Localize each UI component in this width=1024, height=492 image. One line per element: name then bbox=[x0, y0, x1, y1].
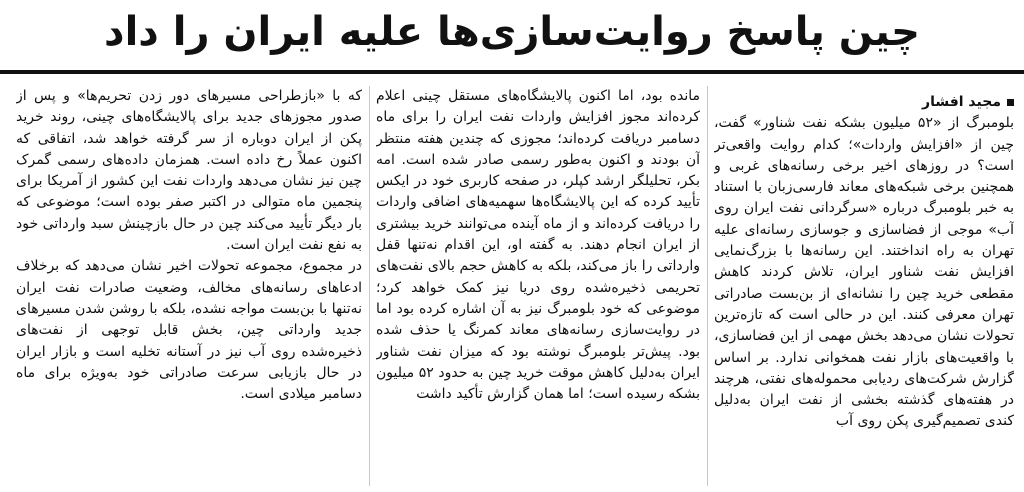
headline: چین پاسخ روایت‌سازی‌ها علیه ایران را داد bbox=[104, 9, 920, 55]
paragraph: مانده بود، اما اکنون پالایشگاه‌های مستقل چینی اعلام کرده‌اند مجوز افزایش واردات نفت ایران را برای ماه دسامبر دریافت کرده‌اند؛ مجوزی که چندین هفته منتظر آن بودند و اکنون به‌طور رسمی صادر شده است. امه بکر، تحلیلگر ارشد کپلر، در صفحه کاربری خود در ایکس تأیید کرده که این پالایشگاه‌ها سهمیه‌های اضافی واردات را دریافت کرده‌اند و از ماه آینده می‌توانند خرید بیشتری از ایران انجام دهند. به گفته او، این اقدام نه‌تنها قفل وارداتی را باز می‌کند، بلکه به کاهش حجم بالای نفت‌های تحریمی ذخیره‌شده روی دریا نیز کمک خواهد کرد؛ موضوعی که خود بلومبرگ نیز به آن اشاره کرده بود اما در روایت‌سازی رسانه‌های معاند کمرنگ یا حذف شده بود. پیش‌تر بلومبرگ نوشته بود که میزان نفت شناور ایران به‌دلیل کاهش موقت خرید چین به حدود ۵۲ میلیون بشکه رسیده است؛ اما همان گزارش تأکید داشت bbox=[376, 88, 700, 403]
byline-square-icon bbox=[1007, 99, 1014, 106]
paragraph: در مجموع، مجموعه تحولات اخیر نشان می‌دهد که برخلاف ادعاهای رسانه‌های مخالف، وضعیت صادرات نفت ایران نه‌تنها با بن‌بست مواجه نشده، بلکه با روشن شدن مسیرهای جدید وارداتی چین، بخش قابل توجهی از نفت‌های ذخیره‌شده روی آب نیز در آستانه تخلیه است و بازار ایران در حال بازیابی سرعت صادراتی خود به‌ویژه برای ماه دسامبر میلادی است. bbox=[16, 258, 362, 403]
column-divider bbox=[707, 86, 708, 486]
paragraph: بلومبرگ از «۵۲ میلیون بشکه نفت شناور» گفت، چین از «افزایش واردات»؛ کدام روایت واقعی‌تر است؟ در روزهای اخیر برخی رسانه‌های غربی و همچنین برخی شبکه‌های معاند فارسی‌زبان با استناد به خبر بلومبرگ درباره «سرگردانی نفت ایران روی آب» موجی از فضاسازی و جوسازی رسانه‌ای علیه تهران به راه انداختند. این رسانه‌ها با بزرگ‌نمایی افزایش نفت شناور ایران، تلاش کردند کاهش مقطعی خرید چین را نشانه‌ای از بن‌بست صادراتی تهران معرفی کنند. این در حالی است که تازه‌ترین تحولات نشان می‌دهد بخش مهمی از این فضاسازی، با واقعیت‌های بازار نفت همخوانی ندارد. بر اساس گزارش شرکت‌های ردیابی محموله‌های نفتی، هرچند در هفته‌های گذشته بخشی از نفت ایران به‌دلیل کندی تصمیم‌گیری پکن روی آب bbox=[714, 115, 1014, 430]
column-right bbox=[714, 92, 1014, 492]
column-left bbox=[16, 86, 362, 486]
headline-rule bbox=[0, 70, 1024, 74]
paragraph: که با «بازطراحی مسیرهای دور زدن تحریم‌ها» و پس از صدور مجوزهای جدید برای پالایشگاه‌های چینی، روند خرید پکن از ایران دوباره از سر گرفته خواهد شد، اتفاقی که اکنون عملاً رخ داده است. همزمان داده‌های رسمی گمرک چین نیز نشان می‌دهد واردات نفت این کشور از آمریکا برای پنجمین ماه متوالی در اکتبر صفر بوده است؛ موضوعی که بار دیگر تأیید می‌کند چین در حال بازچینش سبد وارداتی خود به نفع نفت ایران است. bbox=[16, 88, 362, 254]
author-name: مجید افشار bbox=[922, 94, 1001, 110]
column-divider bbox=[369, 86, 370, 486]
byline bbox=[714, 92, 1014, 113]
column-middle bbox=[376, 86, 700, 486]
